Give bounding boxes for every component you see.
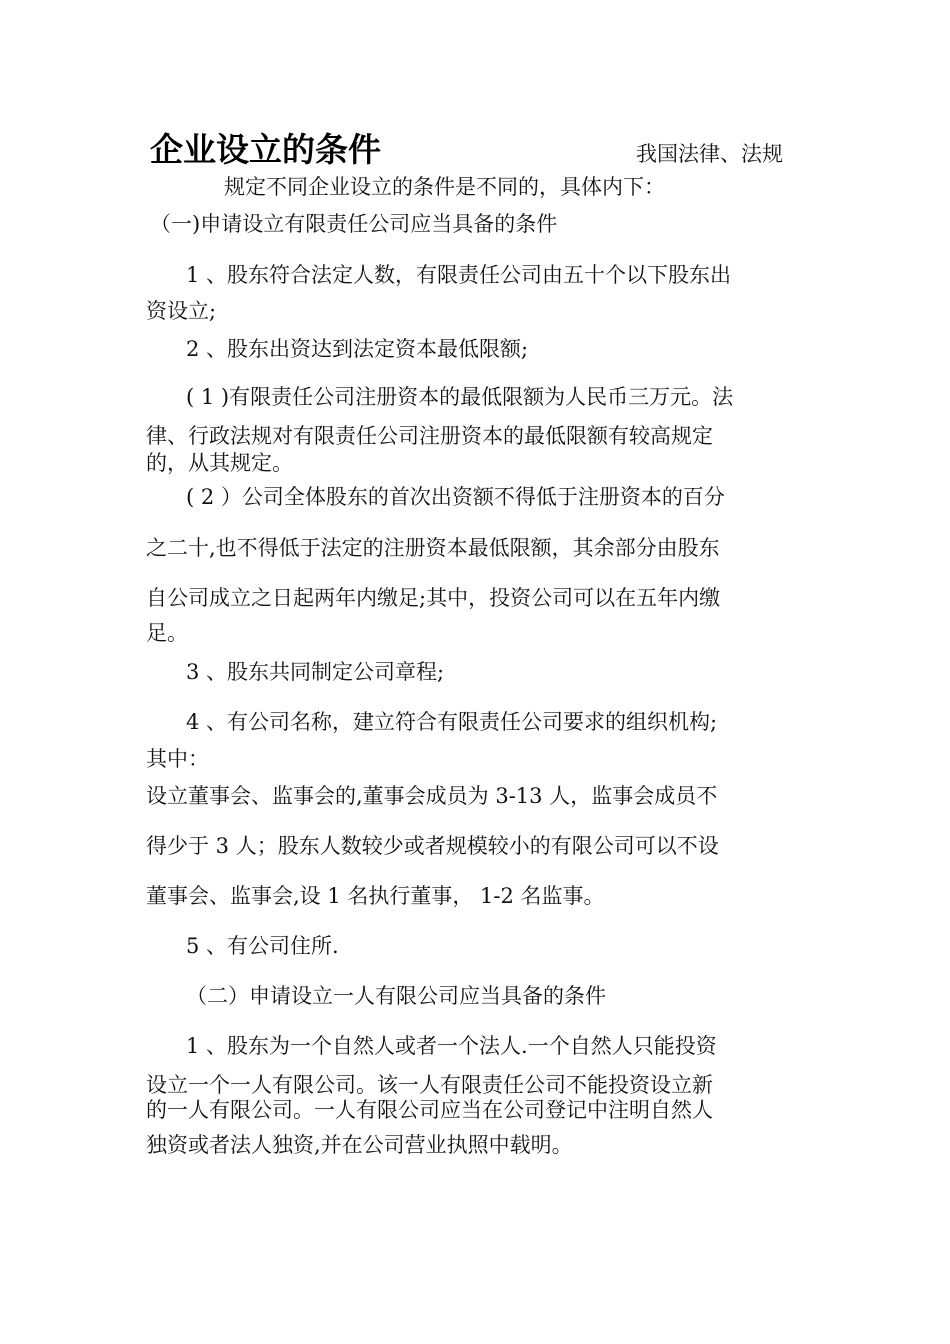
paragraph-line: 1 、股东符合法定人数，有限责任公司由五十个以下股东出 bbox=[186, 263, 732, 287]
paragraph-line: ( 1 )有限责任公司注册资本的最低限额为人民币三万元。法 bbox=[186, 385, 734, 409]
paragraph-line: 资设立; bbox=[146, 299, 217, 323]
paragraph-line: 3 、股东共同制定公司章程; bbox=[186, 660, 445, 684]
paragraph-line: 独资或者法人独资,并在公司营业执照中载明。 bbox=[146, 1133, 573, 1157]
paragraph-line: 1 、股东为一个自然人或者一个法人.一个自然人只能投资 bbox=[186, 1034, 717, 1058]
paragraph-line: 2 、股东出资达到法定资本最低限额; bbox=[186, 337, 529, 361]
paragraph-line: 之二十,也不得低于法定的注册资本最低限额，其余部分由股东 bbox=[146, 536, 720, 560]
section-heading-2: （二）申请设立一人有限公司应当具备的条件 bbox=[186, 984, 606, 1008]
paragraph-line: ( 2 ）公司全体股东的首次出资额不得低于注册资本的百分 bbox=[186, 485, 725, 509]
paragraph-line: 的，从其规定。 bbox=[146, 451, 293, 475]
intro-text: 我国法律、法规 bbox=[636, 142, 783, 166]
section-heading-1: （一)申请设立有限责任公司应当具备的条件 bbox=[150, 212, 558, 236]
paragraph-line: 设立董事会、监事会的,董事会成员为 3-13 人，监事会成员不 bbox=[146, 784, 718, 808]
paragraph-line: 其中： bbox=[146, 747, 209, 771]
paragraph-line: 的一人有限公司。一人有限公司应当在公司登记中注明自然人 bbox=[146, 1098, 713, 1122]
paragraph-line: 律、行政法规对有限责任公司注册资本的最低限额有较高规定 bbox=[146, 424, 713, 448]
intro-text-continued: 规定不同企业设立的条件是不同的，具体内下： bbox=[224, 175, 665, 199]
document-title: 企业设立的条件 bbox=[150, 130, 381, 169]
paragraph-line: 设立一个一人有限公司。该一人有限责任公司不能投资设立新 bbox=[146, 1073, 713, 1097]
paragraph-line: 4 、有公司名称，建立符合有限责任公司要求的组织机构; bbox=[186, 710, 718, 734]
paragraph-line: 5 、有公司住所. bbox=[186, 934, 339, 958]
paragraph-line: 董事会、监事会,设 1 名执行董事， 1-2 名监事。 bbox=[146, 884, 605, 908]
paragraph-line: 自公司成立之日起两年内缴足;其中，投资公司可以在五年内缴 bbox=[146, 586, 721, 610]
paragraph-line: 得少于 3 人；股东人数较少或者规模较小的有限公司可以不设 bbox=[146, 834, 719, 858]
paragraph-line: 足。 bbox=[146, 621, 188, 645]
